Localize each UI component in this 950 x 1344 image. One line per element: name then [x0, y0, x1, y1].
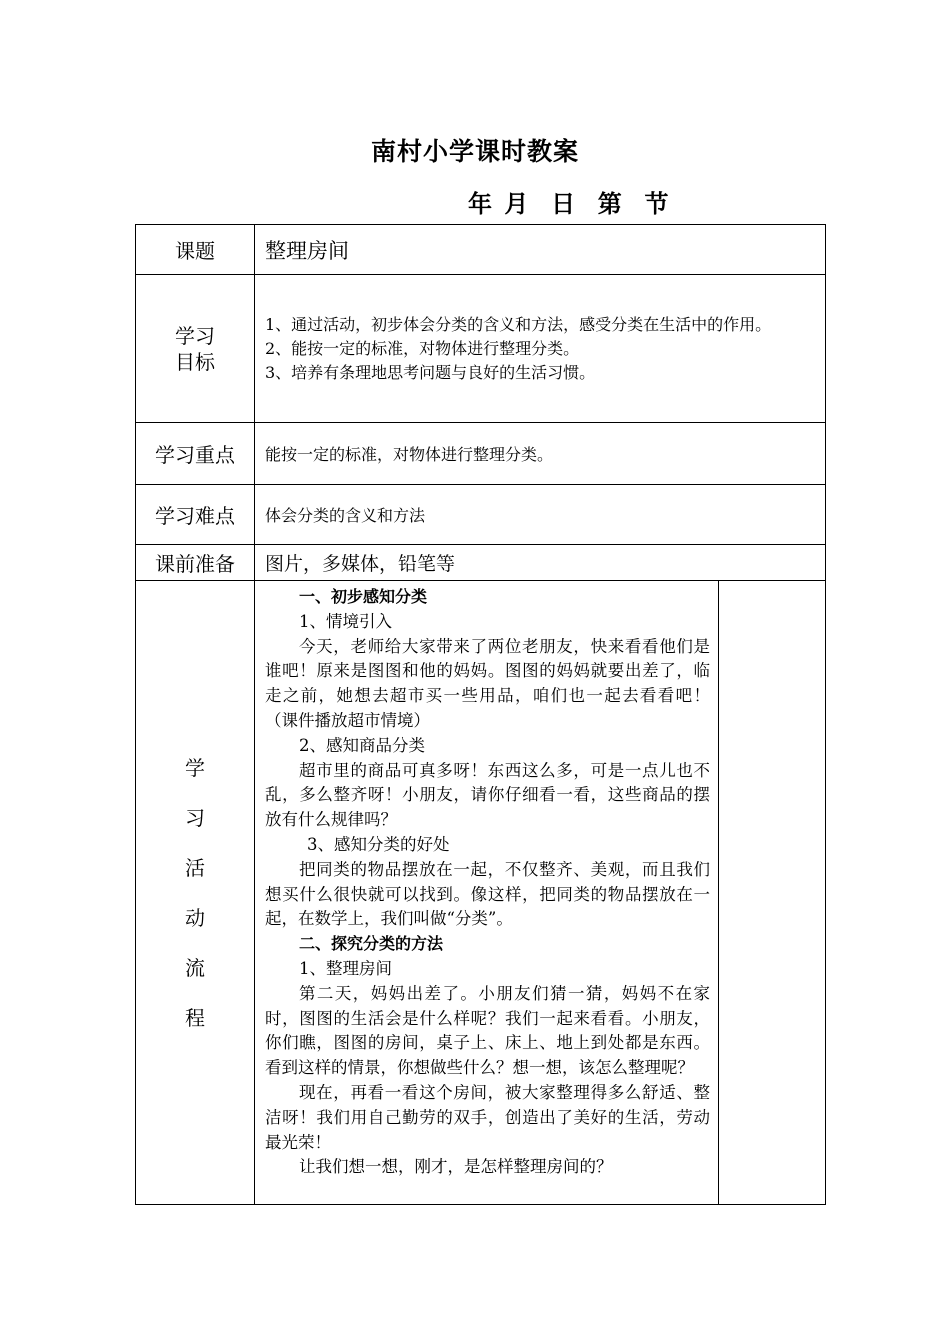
topic-value: 整理房间 — [255, 225, 826, 275]
section2-heading: 二、探究分类的方法 — [299, 934, 444, 954]
key-point-value: 能按一定的标准，对物体进行整理分类。 — [255, 423, 826, 485]
goals-row — [136, 275, 826, 423]
s1-item2-text: 超市里的商品可真多呀！东西这么多，可是一点儿也不乱，多么整齐呀！小朋友，请你仔细看一看，这些商品的摆放有什么规律吗？ — [265, 760, 710, 830]
s2-item1-text2: 现在，再看一看这个房间，被大家整理得多么舒适、整洁呀！我们用自己勤劳的双手，创造出了美好的生活，劳动最光荣！ — [265, 1082, 710, 1152]
goal-item: 2、能按一定的标准，对物体进行整理分类。 — [265, 338, 580, 358]
preparation-row — [136, 545, 826, 581]
s2-item1-text: 第二天，妈妈出差了。小朋友们猜一猜，妈妈不在家时，图图的生活会是什么样呢？我们一起来看看。小朋友，你们瞧，图图的房间，桌子上、床上、地上到处都是东西。看到这样的情景，你想做些什么？想一想，该怎么整理呢？ — [265, 983, 710, 1078]
process-label — [136, 581, 255, 1205]
process-label-char: 习 — [185, 805, 205, 830]
s2-item1-text3: 让我们想一想，刚才，是怎样整理房间的？ — [299, 1157, 613, 1177]
goal-item: 3、培养有条理地思考问题与良好的生活习惯。 — [265, 362, 596, 382]
goals-content — [255, 275, 826, 423]
notes-column — [719, 581, 826, 1205]
s1-item3-title: 3、感知分类的好处 — [307, 834, 450, 854]
preparation-value: 图片，多媒体，铅笔等 — [255, 545, 826, 581]
s1-item1-text: 今天，老师给大家带来了两位老朋友，快来看看他们是谁吧！原来是图图和他的妈妈。图图的妈妈就要出差了，临走之前，她想去超市买一些用品，咱们也一起去看看吧！（课件播放超市情境） — [265, 636, 710, 730]
preparation-label: 课前准备 — [136, 545, 255, 581]
process-label-char: 动 — [185, 905, 205, 930]
goals-label — [136, 275, 255, 423]
key-point-label: 学习重点 — [136, 423, 255, 485]
process-label-char: 程 — [185, 1005, 205, 1030]
date-line: 年 月 日 第 节 — [468, 190, 671, 218]
difficulty-row — [136, 485, 826, 545]
topic-row — [136, 225, 826, 275]
topic-label: 课题 — [136, 225, 255, 275]
lesson-plan-table — [135, 224, 826, 1205]
s1-item3-text: 把同类的物品摆放在一起，不仅整齐、美观，而且我们想买什么很快就可以找到。像这样，把同类的物品摆放在一起，在数学上，我们叫做“分类”。 — [265, 859, 710, 929]
s1-item1-title: 1、情境引入 — [299, 611, 392, 631]
difficulty-value: 体会分类的含义和方法 — [255, 485, 826, 545]
goal-item: 1、通过活动，初步体会分类的含义和方法，感受分类在生活中的作用。 — [265, 314, 772, 334]
document-title: 南村小学课时教案 — [370, 137, 579, 166]
difficulty-label: 学习难点 — [136, 485, 255, 545]
s2-item1-title: 1、整理房间 — [299, 958, 392, 978]
section1-heading: 一、初步感知分类 — [299, 587, 428, 606]
process-row — [136, 581, 826, 1205]
process-label-char: 活 — [185, 855, 205, 880]
goals-label-line1: 学习 — [175, 323, 215, 348]
goals-label-line2: 目标 — [175, 349, 215, 374]
key-point-row — [136, 423, 826, 485]
process-content — [255, 581, 719, 1205]
s1-item2-title: 2、感知商品分类 — [299, 735, 425, 755]
process-label-char: 流 — [185, 955, 205, 980]
process-label-char: 学 — [185, 755, 205, 780]
